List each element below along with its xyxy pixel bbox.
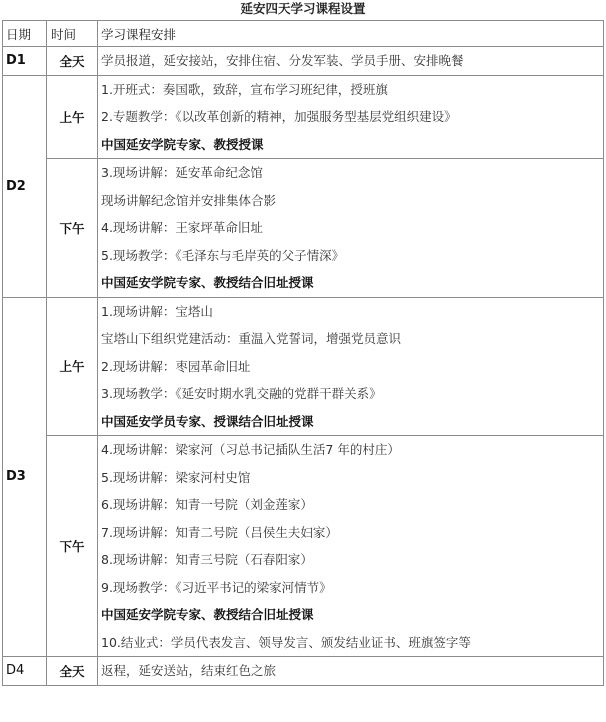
content-d2-pm: [98, 159, 604, 298]
list-item: 9.现场教学：《习近平书记的梁家河情节》: [101, 579, 332, 595]
day-label-d2: D2: [3, 75, 47, 297]
header-date: 日期: [3, 21, 47, 47]
day-label-d1: D1: [3, 47, 47, 76]
time-label-d2-pm: 下午: [47, 159, 98, 298]
table-row-d4: [3, 657, 604, 686]
list-item: 5.现场讲解：梁家河村史馆: [101, 469, 251, 485]
time-label-d3-am: 上午: [47, 297, 98, 436]
instructor-note: 中国延安学员专家、授课结合旧址授课: [101, 413, 314, 429]
table-row-d3-am: [3, 297, 604, 436]
time-label-d2-am: 上午: [47, 75, 98, 159]
list-item: 7.现场讲解：知青二号院（吕侯生夫妇家）: [101, 524, 338, 540]
content-d1: [98, 47, 604, 76]
list-item: 5.现场教学：《毛泽东与毛岸英的父子情深》: [101, 247, 345, 263]
instructor-note: 中国延安学院专家、教授授课: [101, 136, 264, 152]
content-d4: [98, 657, 604, 686]
course-schedule-table: [2, 20, 604, 686]
list-item: 10.结业式：学员代表发言、领导发言、颁发结业证书、班旗签字等: [101, 634, 471, 650]
table-row-d1: [3, 47, 604, 76]
list-item: 2.现场讲解：枣园革命旧址: [101, 358, 251, 374]
instructor-note: 中国延安学院专家、教授结合旧址授课: [101, 275, 314, 290]
table-row-d2-pm: [3, 159, 604, 298]
list-item: 1.开班式：奏国歌，致辞，宣布学习班纪律，授班旗: [101, 81, 388, 97]
time-label-d1: 全天: [47, 47, 98, 76]
day-label-d4: D4: [3, 657, 47, 686]
list-item: 4.现场讲解：梁家河（习总书记插队生活7 年的村庄）: [101, 442, 400, 457]
list-item: 3.现场教学：《延安时期水乳交融的党群干群关系》: [101, 386, 382, 401]
list-item: 返程，延安送站，结束红色之旅: [101, 663, 277, 678]
list-item: 4.现场讲解：王家坪革命旧址: [101, 220, 263, 235]
page-title: 延安四天学习课程设置: [240, 1, 366, 16]
table-header-row: [3, 21, 604, 47]
list-item: 8.现场讲解：知青三号院（石春阳家）: [101, 552, 313, 567]
content-d3-am: [98, 297, 604, 436]
list-item: 2.专题教学：《以改革创新的精神，加强服务型基层党组织建设》: [101, 109, 457, 124]
content-d3-pm: [98, 436, 604, 657]
list-item: 学员报道，延安接站，安排住宿、分发军装、学员手册、安排晚餐: [101, 53, 464, 68]
instructor-note: 中国延安学院专家、教授结合旧址授课: [101, 607, 314, 622]
header-time: 时间: [47, 21, 98, 47]
table-row-d3-pm: [3, 436, 604, 657]
day-label-d3: D3: [3, 297, 47, 657]
table-row-d2-am: [3, 75, 604, 159]
time-label-d3-pm: 下午: [47, 436, 98, 657]
time-label-d4: 全天: [47, 657, 98, 686]
list-item: 1.现场讲解：宝塔山: [101, 303, 213, 319]
list-item: 3.现场讲解：延安革命纪念馆: [101, 165, 263, 180]
content-d2-am: [98, 75, 604, 159]
header-content: 学习课程安排: [98, 21, 604, 47]
list-item: 6.现场讲解：知青一号院（刘金莲家）: [101, 497, 313, 512]
list-item: 现场讲解纪念馆并安排集体合影: [101, 192, 277, 208]
list-item: 宝塔山下组织党建活动：重温入党誓词，增强党员意识: [101, 331, 402, 346]
